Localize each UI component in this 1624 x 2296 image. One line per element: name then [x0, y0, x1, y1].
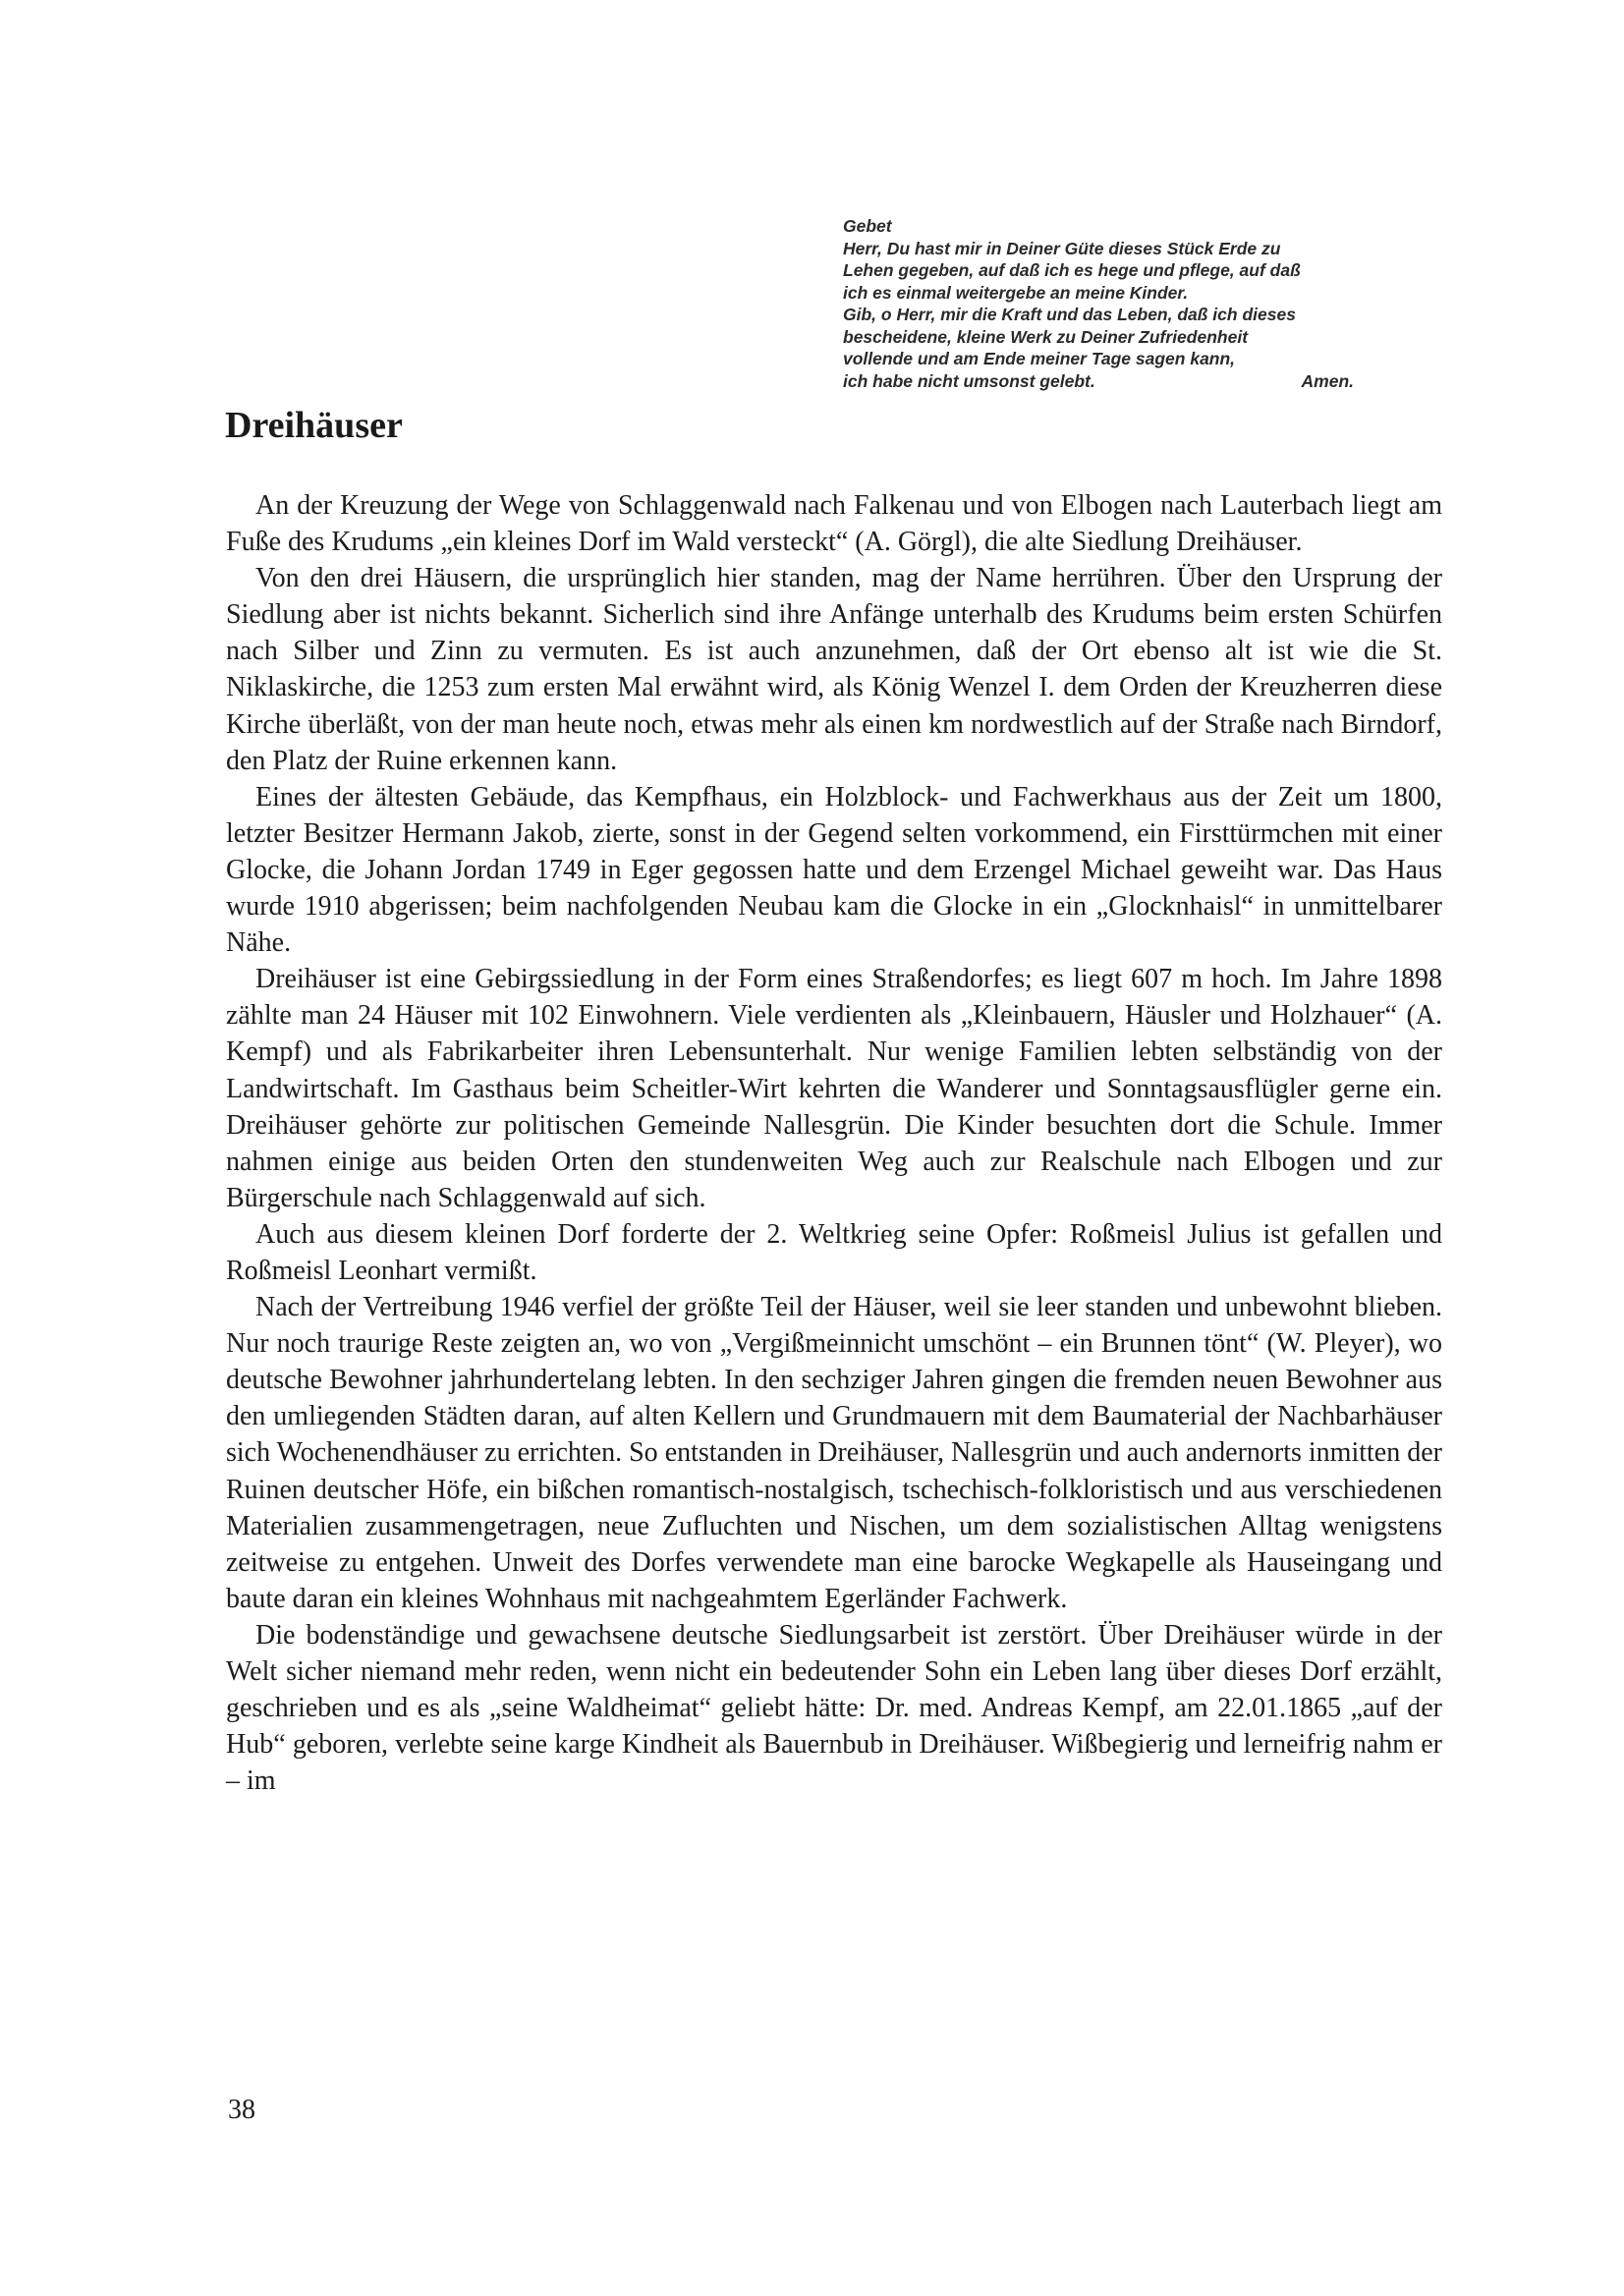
page-title: Dreihäuser: [225, 405, 403, 446]
prayer-line: ich es einmal weitergebe an meine Kinder.: [843, 282, 1189, 303]
prayer-epigraph: [843, 215, 1393, 392]
paragraph: An der Kreuzung der Wege von Schlaggenwald nach Falkenau und von Elbogen nach Lauterbach liegt am Fuße des Krudums „ein kleines Dorf im Wald versteckt“ (A. Görgl), die alte Siedlung Dreihäuser.: [226, 490, 1442, 558]
paragraph: Von den drei Häusern, die ursprünglich hier standen, mag der Name herrühren. Über den Ursprung der Siedlung aber ist nichts bekannt. Sicherlich sind ihre Anfänge unterhalb des Krudums beim ersten Schürfen nach Silber und Zinn zu vermuten. Es ist auch anzunehmen, daß der Ort ebenso alt ist wie die St. Niklaskirche, die 1253 zum ersten Mal erwähnt wird, als König Wenzel I. dem Orden der Kreuzherren diese Kirche überläßt, von der man heute noch, etwas mehr als einen km nordwestlich auf der Straße nach Birndorf, den Platz der Ruine erkennen kann.: [226, 563, 1442, 776]
paragraph: Die bodenständige und gewachsene deutsche Siedlungsarbeit ist zerstört. Über Dreihäuser würde in der Welt sicher niemand mehr reden, wenn nicht ein bedeutender Sohn ein Leben lang über dieses Dorf erzählt, geschrieben und es als „seine Waldheimat“ geliebt hätte: Dr. med. Andreas Kempf, am 22.01.1865 „auf der Hub“ geboren, verlebte seine karge Kindheit als Bauernbub in Dreihäuser. Wißbegierig und lerneifrig nahm er – im: [226, 1619, 1442, 1797]
paragraph: Auch aus diesem kleinen Dorf forderte der 2. Weltkrieg seine Opfer: Roßmeisl Julius ist gefallen und Roßmeisl Leonhart vermißt.: [226, 1218, 1442, 1286]
body-text: [226, 487, 1442, 1799]
prayer-last-line: ich habe nicht umsonst gelebt.: [843, 370, 1095, 391]
prayer-amen: Amen.: [1301, 370, 1354, 391]
page-number: 38: [228, 2095, 255, 2125]
paragraph: Dreihäuser ist eine Gebirgssiedlung in der Form eines Straßendorfes; es liegt 607 m hoch. Im Jahre 1898 zählte man 24 Häuser mit 102 Einwohnern. Viele verdienten als „Kleinbauern, Häusler und Holzhauer“ (A. Kempf) und als Fabrikarbeiter ihren Lebensunterhalt. Nur wenige Familien lebten selbständig von der Landwirtschaft. Im Gasthaus beim Scheitler-Wirt kehrten die Wanderer und Sonntagsausflügler gerne ein. Dreihäuser gehörte zur politischen Gemeinde Nallesgrün. Die Kinder besuchten dort die Schule. Immer nahmen einige aus beiden Orten den stundenweiten Weg auch zur Realschule nach Elbogen und zur Bürgerschule nach Schlaggenwald auf sich.: [226, 964, 1442, 1213]
prayer-closing-line: [843, 370, 1354, 393]
prayer-line: Lehen gegeben, auf daß ich es hege und pflege, auf daß: [843, 260, 1301, 280]
prayer-line: bescheidene, kleine Werk zu Deiner Zufriedenheit: [843, 326, 1249, 347]
prayer-line: vollende und am Ende meiner Tage sagen kann,: [843, 349, 1236, 368]
paragraph: Eines der ältesten Gebäude, das Kempfhaus, ein Holzblock- und Fachwerkhaus aus der Zeit um 1800, letzter Besitzer Hermann Jakob, zierte, sonst in der Gegend selten vorkommend, ein Firsttürmchen mit einer Glocke, die Johann Jordan 1749 in Eger gegossen hatte und dem Erzengel Michael geweiht war. Das Haus wurde 1910 abgerissen; beim nachfolgenden Neubau kam die Glocke in ein „Glocknhaisl“ in unmittelbarer Nähe.: [226, 781, 1442, 959]
paragraph: Nach der Vertreibung 1946 verfiel der größte Teil der Häuser, weil sie leer standen und unbewohnt blieben. Nur noch traurige Reste zeigten an, wo von „Vergißmeinnicht umschönt – ein Brunnen tönt“ (W. Pleyer), wo deutsche Bewohner jahrhundertelang lebten. In den sechziger Jahren gingen die fremden neuen Bewohner aus den umliegenden Städten daran, auf alten Kellern und Grundmauern mit dem Baumaterial der Nachbarhäuser sich Wochenendhäuser zu errichten. So entstanden in Dreihäuser, Nallesgrün und auch andernorts inmitten der Ruinen deutscher Höfe, ein bißchen romantisch-nostalgisch, tschechisch-folkloristisch und aus verschiedenen Materialien zusammengetragen, neue Zufluchten und Nischen, um dem sozialistischen Alltag wenigstens zeitweise zu entgehen. Unweit des Dorfes verwendete man eine barocke Wegkapelle als Hauseingang und baute daran ein kleines Wohnhaus mit nachgeahmtem Egerländer Fachwerk.: [226, 1292, 1442, 1614]
prayer-heading: Gebet: [843, 216, 892, 236]
prayer-line: Herr, Du hast mir in Deiner Güte dieses Stück Erde zu: [843, 238, 1281, 258]
prayer-line: Gib, o Herr, mir die Kraft und das Leben, daß ich dieses: [843, 305, 1296, 324]
